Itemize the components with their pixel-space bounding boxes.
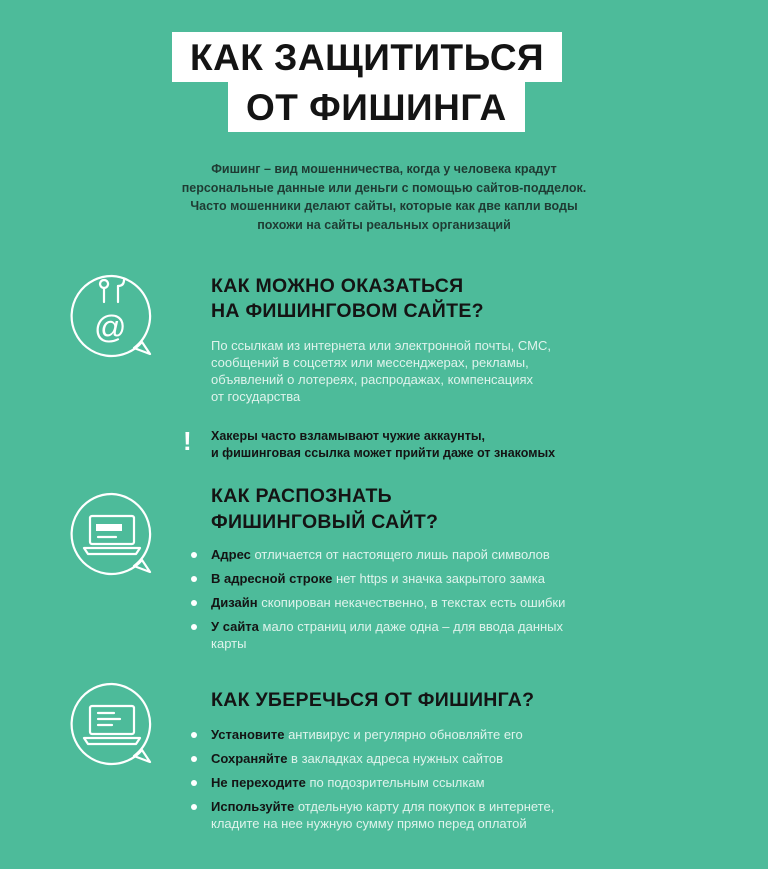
warning-line: и фишинговая ссылка может прийти даже от знакомых	[211, 446, 556, 460]
warning-line: Хакеры часто взламывают чужие аккаунты,	[211, 429, 486, 443]
item-keyword: В адресной строке	[211, 571, 333, 586]
item-text-continued: кладите на нее нужную сумму прямо перед оплатой	[211, 816, 527, 831]
list-item	[191, 618, 565, 652]
email-hook-icon	[64, 268, 160, 364]
bullet-icon	[191, 804, 197, 810]
list-item	[191, 546, 565, 563]
list-item	[191, 774, 554, 791]
list-item	[191, 570, 565, 587]
bullet-icon	[191, 756, 197, 762]
section2-list	[191, 546, 565, 659]
section1-heading-line-1: КАК МОЖНО ОКАЗАТЬСЯ	[211, 275, 464, 297]
section1-text-line: от государства	[211, 389, 301, 404]
section1-text-line: По ссылкам из интернета или электронной почты, СМС,	[211, 338, 551, 353]
laptop-shield-icon	[64, 676, 160, 772]
bullet-icon	[191, 576, 197, 582]
warning-icon: !	[183, 426, 192, 456]
bullet-icon	[191, 624, 197, 630]
item-text: нет https и значка закрытого замка	[332, 571, 545, 586]
section1-text	[211, 337, 551, 405]
svg-text:@: @	[94, 309, 127, 345]
item-keyword: У сайта	[211, 619, 259, 634]
page-title-line-2: ОТ ФИШИНГА	[228, 82, 525, 132]
section3-list	[191, 726, 554, 839]
intro-line: персональные данные или деньги с помощью сайтов-подделок.	[181, 180, 587, 195]
section1-heading-line-2: НА ФИШИНГОВОМ САЙТЕ?	[211, 300, 484, 322]
section1-text-line: сообщений в соцсетях или мессенджерах, рекламы,	[211, 355, 529, 370]
section1-text-line: объявлений о лотереях, распродажах, компенсациях	[211, 372, 533, 387]
bullet-icon	[191, 732, 197, 738]
bullet-icon	[191, 552, 197, 558]
item-text: мало страниц или даже одна – для ввода данных	[258, 619, 564, 634]
item-text-continued: карты	[211, 636, 247, 651]
intro-line: похожи на сайты реальных организаций	[257, 217, 511, 232]
item-keyword: Используйте	[211, 799, 295, 814]
intro-line: Часто мошенники делают сайты, которые как две капли воды	[190, 199, 578, 213]
intro-paragraph	[100, 160, 668, 234]
bullet-icon	[191, 600, 197, 606]
intro-line: Фишинг – вид мошенничества, когда у человека крадут	[211, 162, 557, 176]
page-title-line-1: КАК ЗАЩИТИТЬСЯ	[172, 32, 562, 82]
item-keyword: Сохраняйте	[211, 751, 288, 766]
warning-text	[211, 428, 555, 462]
list-item	[191, 798, 554, 832]
item-keyword: Дизайн	[211, 595, 258, 610]
item-text: в закладках адреса нужных сайтов	[287, 751, 504, 766]
laptop-browser-icon	[64, 486, 160, 582]
list-item	[191, 750, 554, 767]
item-keyword: Адрес	[211, 547, 251, 562]
item-keyword: Не переходите	[211, 775, 306, 790]
bullet-icon	[191, 780, 197, 786]
section2-heading-line-1: КАК РАСПОЗНАТЬ	[211, 485, 392, 507]
section3-heading: КАК УБЕРЕЧЬСЯ ОТ ФИШИНГА?	[211, 689, 535, 711]
item-text: скопирован некачественно, в текстах есть ошибки	[257, 595, 566, 610]
section2-heading-line-2: ФИШИНГОВЫЙ САЙТ?	[211, 511, 439, 533]
item-text: отличается от настоящего лишь парой символов	[250, 547, 550, 562]
item-text: антивирус и регулярно обновляйте его	[284, 727, 523, 742]
list-item	[191, 594, 565, 611]
item-text: по подозрительным ссылкам	[305, 775, 485, 790]
item-keyword: Установите	[211, 727, 285, 742]
list-item	[191, 726, 554, 743]
item-text: отдельную карту для покупок в интернете,	[294, 799, 555, 814]
